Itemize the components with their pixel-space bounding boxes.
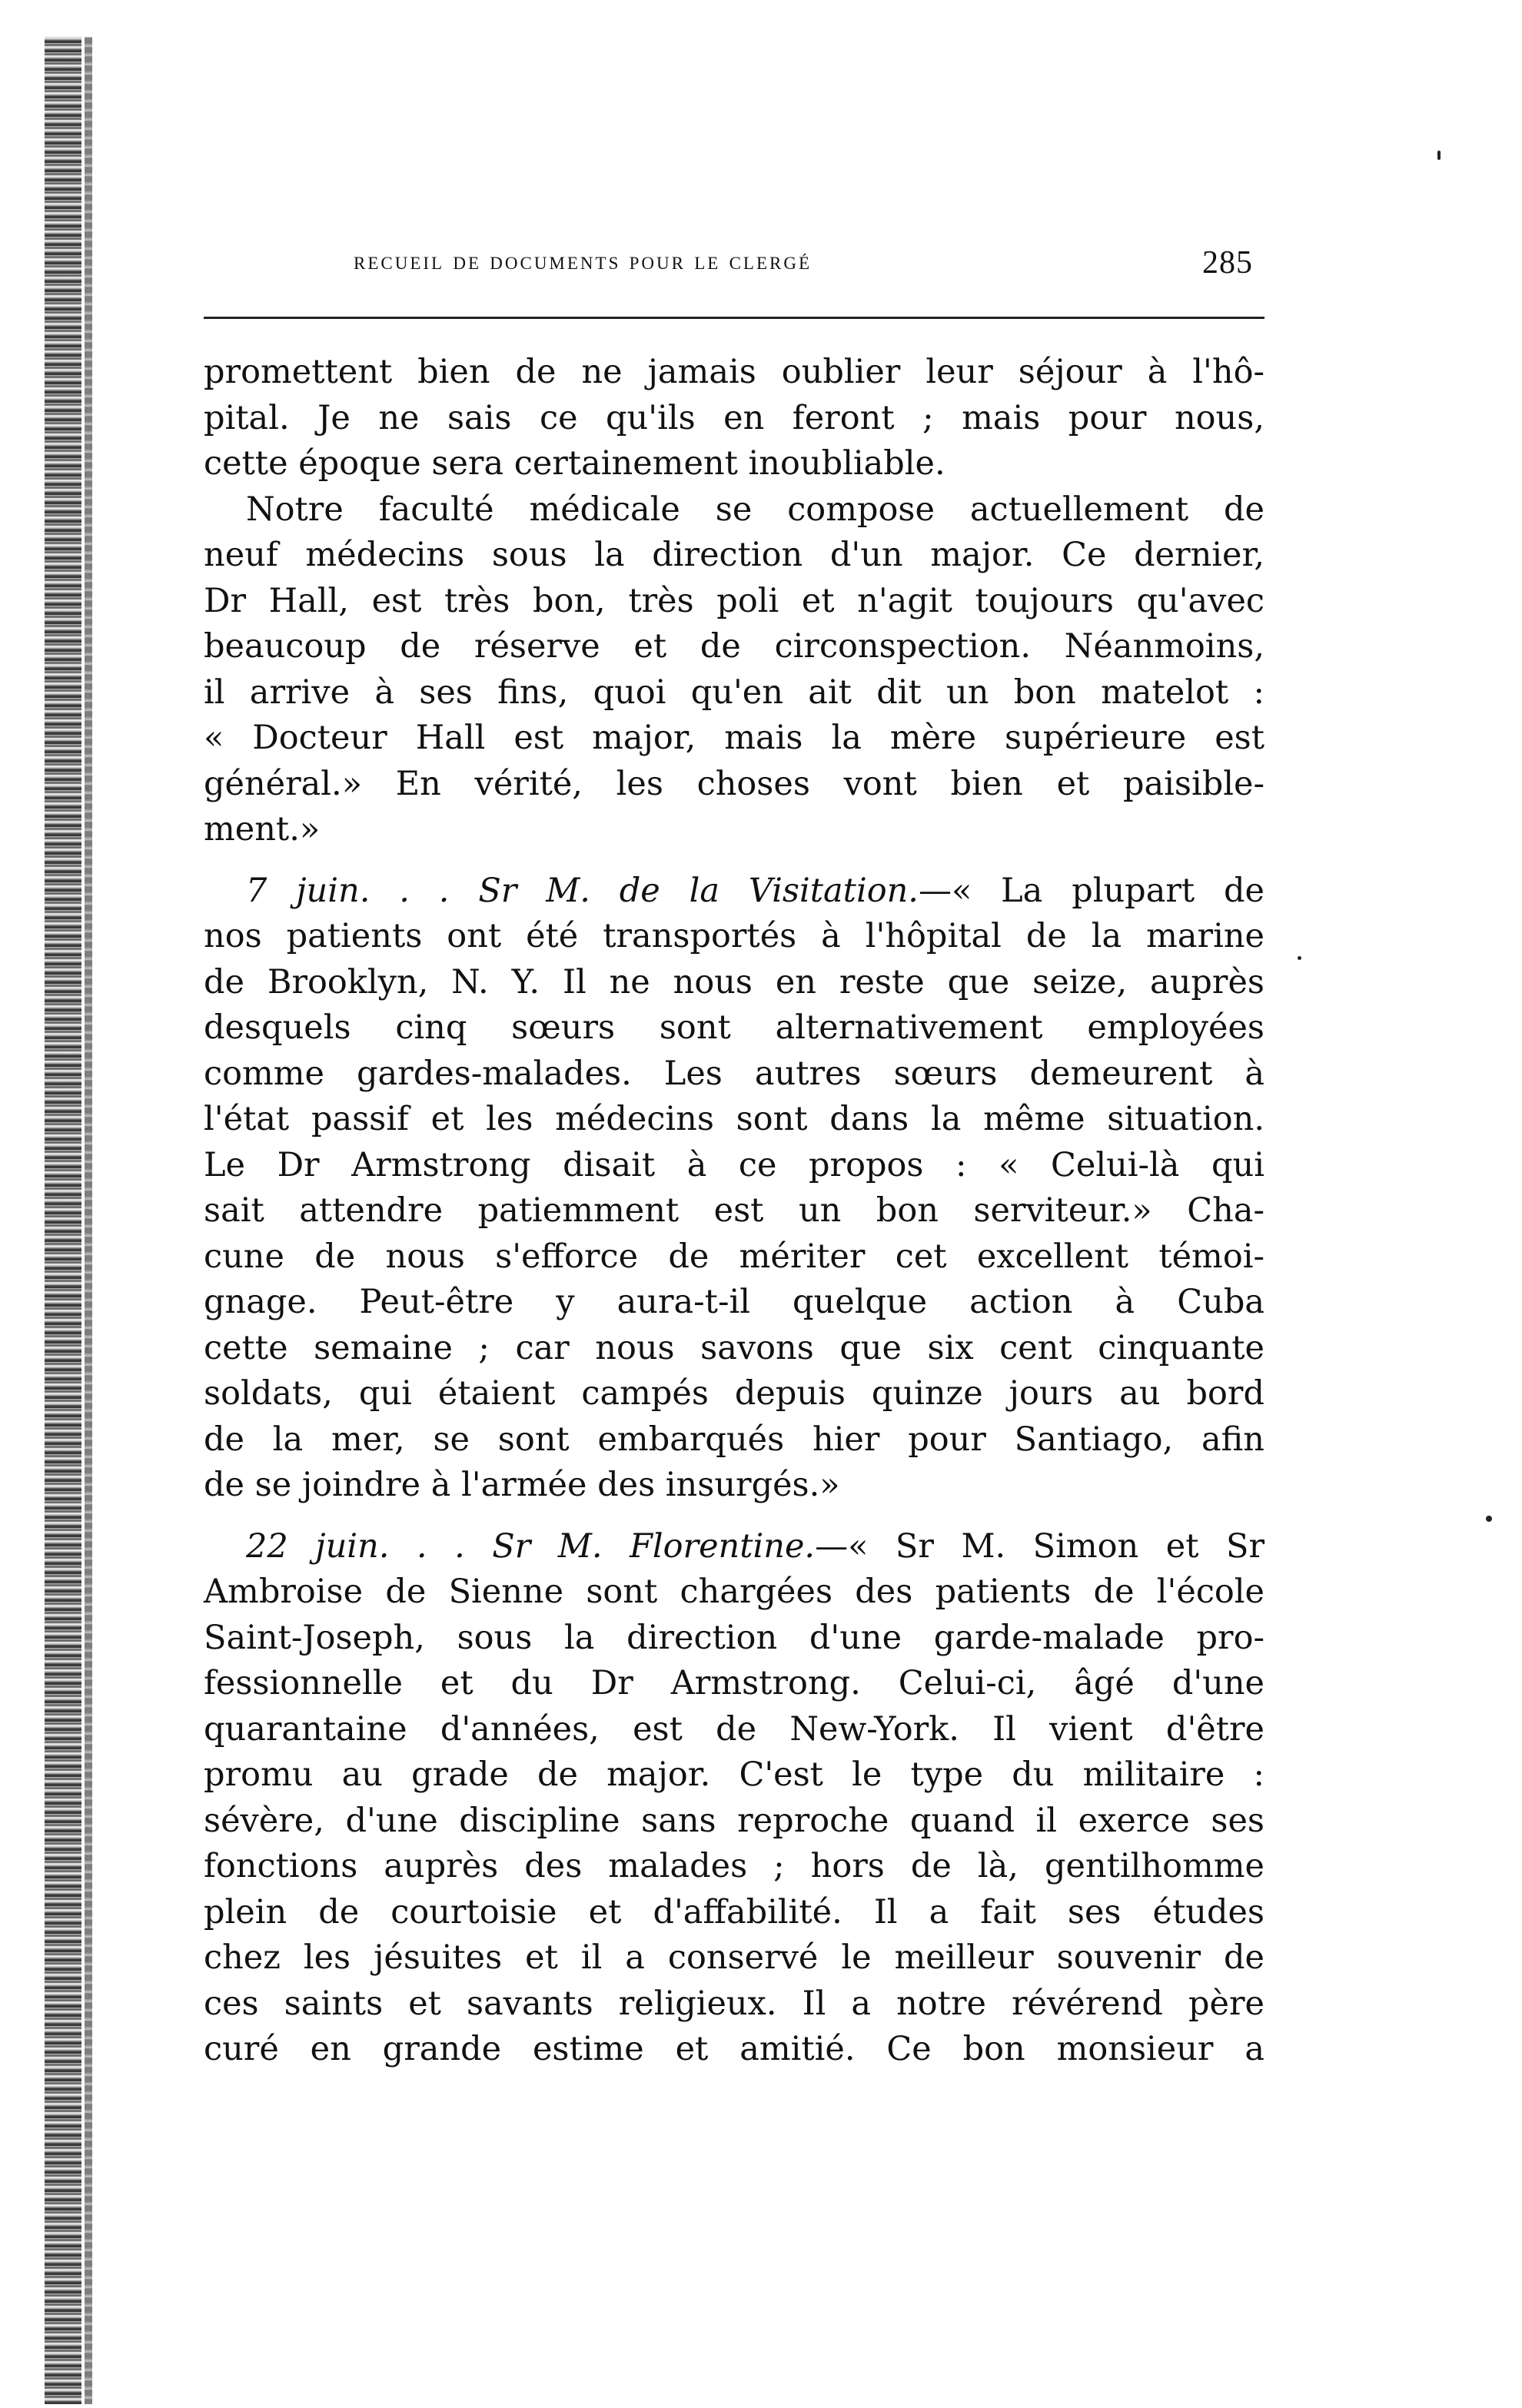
ink-speck bbox=[1298, 956, 1301, 960]
text-line: pital. Je ne sais ce qu'ils en feront ; mais pour nous, bbox=[204, 398, 1264, 437]
text-line: Le Dr Armstrong disait à ce propos : « Celui-là qui bbox=[204, 1145, 1264, 1184]
text-line: fessionnelle et du Dr Armstrong. Celui-ci, âgé d'une bbox=[204, 1664, 1264, 1702]
text-line: promu au grade de major. C'est le type du militaire : bbox=[204, 1755, 1264, 1794]
text-line: nos patients ont été transportés à l'hôpital de la marine bbox=[204, 917, 1264, 955]
text-line: « Docteur Hall est major, mais la mère supérieure est bbox=[204, 719, 1264, 757]
text-line: il arrive à ses fins, quoi qu'en ait dit un bon matelot : bbox=[204, 673, 1264, 712]
ink-speck bbox=[1437, 151, 1441, 160]
page-number: 285 bbox=[1202, 245, 1253, 281]
text-line: Saint-Joseph, sous la direction d'une garde-malade pro- bbox=[204, 1618, 1264, 1657]
text-line: Dr Hall, est très bon, très poli et n'agit toujours qu'avec bbox=[204, 581, 1264, 620]
text-line: de la mer, se sont embarqués hier pour Santiago, afin bbox=[204, 1420, 1264, 1459]
text-line: sévère, d'une discipline sans reproche quand il exerce ses bbox=[204, 1801, 1264, 1840]
entry-first-line bbox=[204, 869, 1264, 915]
text-line: plein de courtoisie et d'affabilité. Il a fait ses études bbox=[204, 1892, 1264, 1931]
book-binding-edge bbox=[45, 37, 81, 2404]
entry-date: 22 juin. . . bbox=[246, 1526, 465, 1566]
running-title: recueil de documents pour le clergé bbox=[354, 247, 813, 275]
entry-22-juin bbox=[204, 1524, 1264, 2073]
text-line: chez les jésuites et il a conservé le meilleur souvenir de bbox=[204, 1938, 1264, 1977]
text-line: neuf médecins sous la direction d'un major. Ce dernier, bbox=[204, 536, 1264, 574]
entry-text-start: —« Sr M. Simon et Sr bbox=[815, 1526, 1265, 1566]
header-rule bbox=[204, 317, 1264, 319]
text-line: quarantaine d'années, est de New-York. Il vient d'être bbox=[204, 1709, 1264, 1749]
text-line: curé en grande estime et amitié. Ce bon monsieur a bbox=[204, 2030, 1264, 2068]
text-line: sait attendre patiemment est un bon serviteur.» Cha- bbox=[204, 1191, 1264, 1230]
paragraph-gap bbox=[204, 853, 1264, 869]
entry-date: 7 juin. . . bbox=[246, 871, 450, 910]
paragraph-gap bbox=[204, 1509, 1264, 1524]
entry-author: Sr M. de la Visitation. bbox=[478, 871, 919, 910]
text-line: cette époque sera certainement inoubliable. bbox=[204, 444, 945, 483]
text-line: promettent bien de ne jamais oublier leur séjour à l'hô- bbox=[204, 353, 1264, 391]
entry-author: Sr M. Florentine. bbox=[492, 1526, 816, 1566]
text-line: général.» En vérité, les choses vont bien et paisible- bbox=[204, 764, 1264, 803]
text-line: cune de nous s'efforce de mériter cet excellent témoi- bbox=[204, 1237, 1264, 1276]
text-line: l'état passif et les médecins sont dans la même situation. bbox=[204, 1100, 1264, 1138]
text-line: de se joindre à l'armée des insurgés.» bbox=[204, 1466, 840, 1504]
entry-text-start: —« La plupart de bbox=[918, 871, 1265, 910]
page-header bbox=[354, 244, 1253, 283]
text-line: fonctions auprès des malades ; hors de là, gentilhomme bbox=[204, 1847, 1264, 1885]
text-line: de Brooklyn, N. Y. Il ne nous en reste que seize, auprès bbox=[204, 962, 1264, 1001]
text-line: comme gardes-malades. Les autres sœurs demeurent à bbox=[204, 1054, 1264, 1093]
paragraph-continuation bbox=[204, 350, 1264, 487]
text-line: desquels cinq sœurs sont alternativement employées bbox=[204, 1008, 1264, 1047]
text-line: cette semaine ; car nous savons que six cent cinquante bbox=[204, 1328, 1264, 1367]
page-body bbox=[204, 350, 1264, 2073]
paragraph-faculte bbox=[204, 487, 1264, 853]
text-line: Ambroise de Sienne sont chargées des patients de l'école bbox=[204, 1573, 1264, 1611]
text-line: ment.» bbox=[204, 810, 321, 849]
text-line: soldats, qui étaient campés depuis quinze jours au bord bbox=[204, 1374, 1264, 1413]
ink-speck bbox=[1486, 1516, 1492, 1522]
text-line: ces saints et savants religieux. Il a notre révérend père bbox=[204, 1984, 1264, 2023]
entry-first-line bbox=[204, 1524, 1264, 1570]
text-line: gnage. Peut-être y aura-t-il quelque action à Cuba bbox=[204, 1283, 1264, 1321]
text-line: beaucoup de réserve et de circonspection. Néanmoins, bbox=[204, 627, 1264, 666]
text-line: Notre faculté médicale se compose actuellement de bbox=[246, 490, 1264, 529]
entry-7-juin bbox=[204, 869, 1264, 1509]
